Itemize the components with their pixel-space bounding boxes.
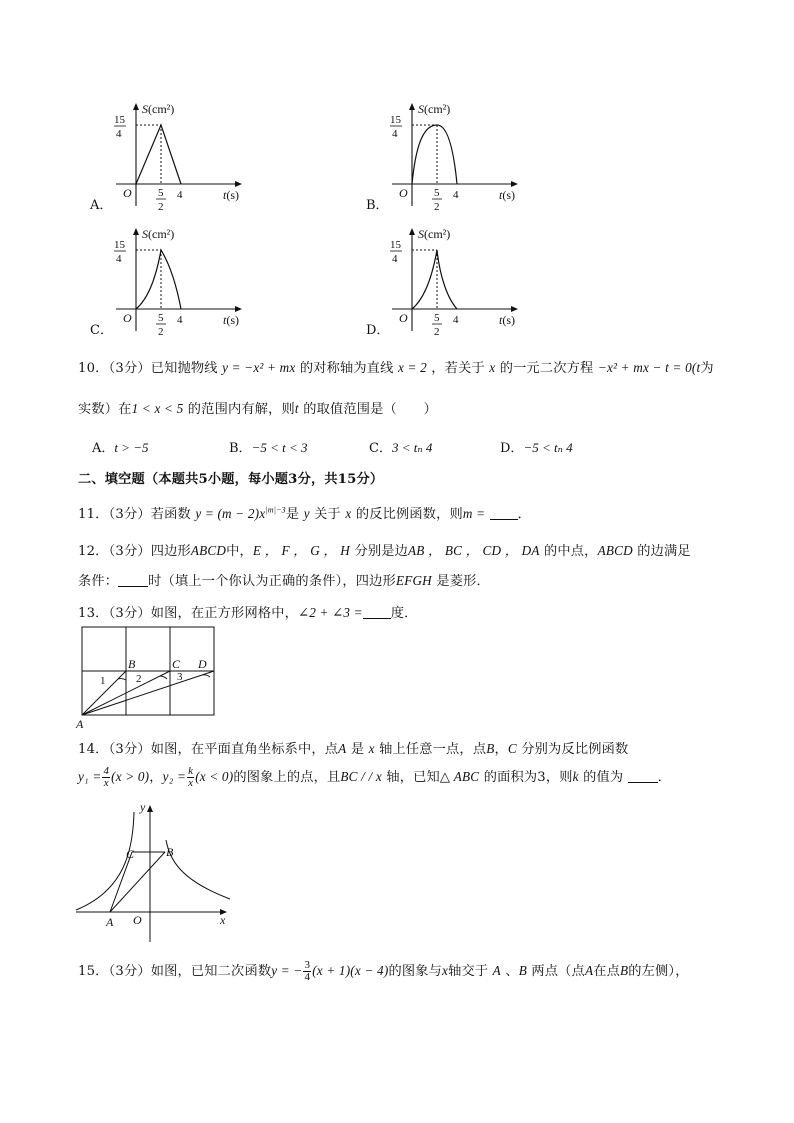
hyperbola-svg: [70, 800, 240, 946]
svg-text:O: O: [123, 186, 132, 200]
q11-line: 11．（3分）若函数 $y = (m - 2)x^{|m|-3}$是 y 关于 x 的反比例函数，则m = ．: [78, 505, 532, 522]
fraction: $\frac{k}{x}$: [188, 765, 194, 789]
graph-curve: [136, 250, 181, 309]
q14-line2: y₁ = $\frac{4}{x}$ (x > 0)，y₂ = $\frac{k}{x}$ (x < 0)的图象上的点，且BC / / x 轴，已知△ ABC 的面积为3，则k 的值为 ．: [78, 765, 672, 789]
axis-t-label: t(s): [223, 188, 240, 202]
svg-text:O: O: [123, 311, 132, 325]
q14-line1: 14．（3分）如图，在平面直角坐标系中，点A 是 x 轴上任意一点，点B，C 分别为反比例函数: [78, 741, 629, 757]
question-number: 14．: [78, 742, 109, 757]
q10-line1: 10．（3分）已知抛物线 y = −x² + mx 的对称轴为直线 x = 2 ，若关于 x 的一元二次方程 −x² + mx − t = 0(t为: [78, 360, 714, 376]
q13-line: 13．（3分）如图，在正方形网格中，∠2 + ∠3 = 度．: [78, 605, 418, 621]
svg-text:5: 5: [158, 187, 164, 199]
svg-text:t(s): t(s): [499, 188, 516, 202]
angle-3-label: 3: [177, 671, 183, 683]
t-axis-arrow: [235, 181, 242, 187]
option-label: B．: [366, 198, 389, 213]
svg-text:O: O: [399, 186, 408, 200]
option-label: C．: [90, 323, 113, 338]
point-a-label: A: [106, 915, 114, 929]
graph-d-svg: [366, 223, 526, 338]
svg-text:4: 4: [392, 128, 398, 140]
svg-text:2: 2: [434, 201, 440, 213]
svg-text:4: 4: [177, 189, 183, 201]
question-number: 13．: [78, 606, 109, 621]
graph-option-a: [90, 98, 250, 213]
segment-ab: [110, 852, 165, 912]
question-number: 12．: [78, 544, 109, 559]
question-number: 15．: [78, 964, 109, 979]
segment-ac: [110, 852, 132, 912]
graph-curve: [136, 125, 181, 184]
angle-2-arc: [160, 676, 167, 679]
point-d-label: D: [198, 657, 207, 671]
svg-text:15: 15: [390, 239, 401, 251]
svg-text:2: 2: [158, 326, 164, 338]
svg-text:15: 15: [114, 239, 125, 251]
svg-text:2: 2: [158, 201, 164, 213]
svg-text:S(cm²): S(cm²): [142, 227, 175, 241]
svg-text:O: O: [399, 311, 408, 325]
s-axis-arrow: [133, 103, 139, 110]
q10-option-c[interactable]: C．3 < tₙ 4: [369, 440, 433, 456]
svg-text:4: 4: [453, 189, 459, 201]
section-heading: 二、填空题（本题共5小题，每小题3分，共15分）: [78, 472, 384, 487]
q15-line1: 15．（3分）如图，已知二次函数y = − $\frac{3}{4}$ (x + 1)(x − 4)的图象与x轴交于 A 、B 两点（点A在点B的左侧），: [78, 959, 689, 983]
svg-text:4: 4: [453, 314, 459, 326]
question-number: 11．: [78, 507, 109, 522]
point-b-label: B: [128, 657, 136, 671]
axis-s-label: S(cm²): [142, 102, 175, 116]
answer-blank[interactable]: [118, 574, 148, 587]
svg-text:t(s): t(s): [499, 313, 516, 327]
angle-3-arc: [202, 675, 210, 677]
graph-c-svg: [90, 223, 250, 338]
svg-text:S(cm²): S(cm²): [418, 227, 451, 241]
svg-text:4: 4: [177, 314, 183, 326]
svg-text:4: 4: [116, 128, 122, 140]
angle-1-arc: [118, 679, 126, 680]
hyperbola-figure: [70, 800, 240, 946]
svg-text:15: 15: [114, 114, 125, 126]
question-number: 10．: [78, 361, 109, 376]
answer-blank[interactable]: [490, 507, 518, 520]
fraction: $\frac{3}{4}$: [304, 959, 311, 983]
curve-y1: [166, 840, 230, 899]
q10-option-b[interactable]: B．−5 < t < 3: [229, 440, 308, 456]
point-c-label: C: [126, 847, 135, 861]
angle-2-label: 2: [136, 673, 142, 685]
svg-text:5: 5: [434, 312, 440, 324]
svg-text:4: 4: [116, 253, 122, 265]
q12-line2: 条件： 时（填上一个你认为正确的条件），四边形EFGH 是菱形．: [78, 573, 490, 589]
svg-text:4: 4: [392, 253, 398, 265]
q10-option-d[interactable]: D．−5 < tₙ 4: [500, 440, 573, 456]
svg-text:S(cm²): S(cm²): [418, 102, 451, 116]
graph-curve: [412, 125, 457, 184]
svg-text:2: 2: [434, 326, 440, 338]
graph-curve: [412, 250, 457, 309]
point-c-label: C: [172, 657, 181, 671]
point-b-label: B: [166, 845, 174, 859]
point-a-label: A: [76, 717, 84, 730]
svg-text:5: 5: [434, 187, 440, 199]
svg-text:5: 5: [158, 312, 164, 324]
answer-blank[interactable]: [363, 606, 391, 619]
option-label: D．: [366, 323, 390, 338]
grid-svg: [74, 624, 224, 730]
origin-label: O: [133, 913, 142, 927]
answer-blank[interactable]: [628, 770, 658, 783]
graph-a-svg: [90, 98, 250, 213]
graph-option-d: [366, 223, 526, 338]
angle-1-label: 1: [100, 675, 106, 687]
graph-b-svg: [366, 98, 526, 213]
svg-text:15: 15: [390, 114, 401, 126]
option-label: A．: [90, 198, 113, 213]
grid-figure: [74, 624, 224, 730]
graph-option-b: [366, 98, 526, 213]
y-axis-label: y: [140, 800, 146, 814]
q10-option-a[interactable]: A．t > −5: [92, 440, 149, 456]
svg-text:t(s): t(s): [223, 313, 240, 327]
graph-option-c: [90, 223, 250, 338]
q10-line2: 实数）在1 < x < 5 的范围内有解，则t 的取值范围是（ ）: [78, 401, 438, 417]
fraction: $\frac{4}{x}$: [103, 765, 110, 789]
x-axis-label: x: [220, 913, 226, 927]
q12-line1: 12．（3分）四边形ABCD中，E ， F ， G ， H 分别是边AB ， BC ， CD ， DA 的中点，ABCD 的边满足: [78, 543, 691, 559]
